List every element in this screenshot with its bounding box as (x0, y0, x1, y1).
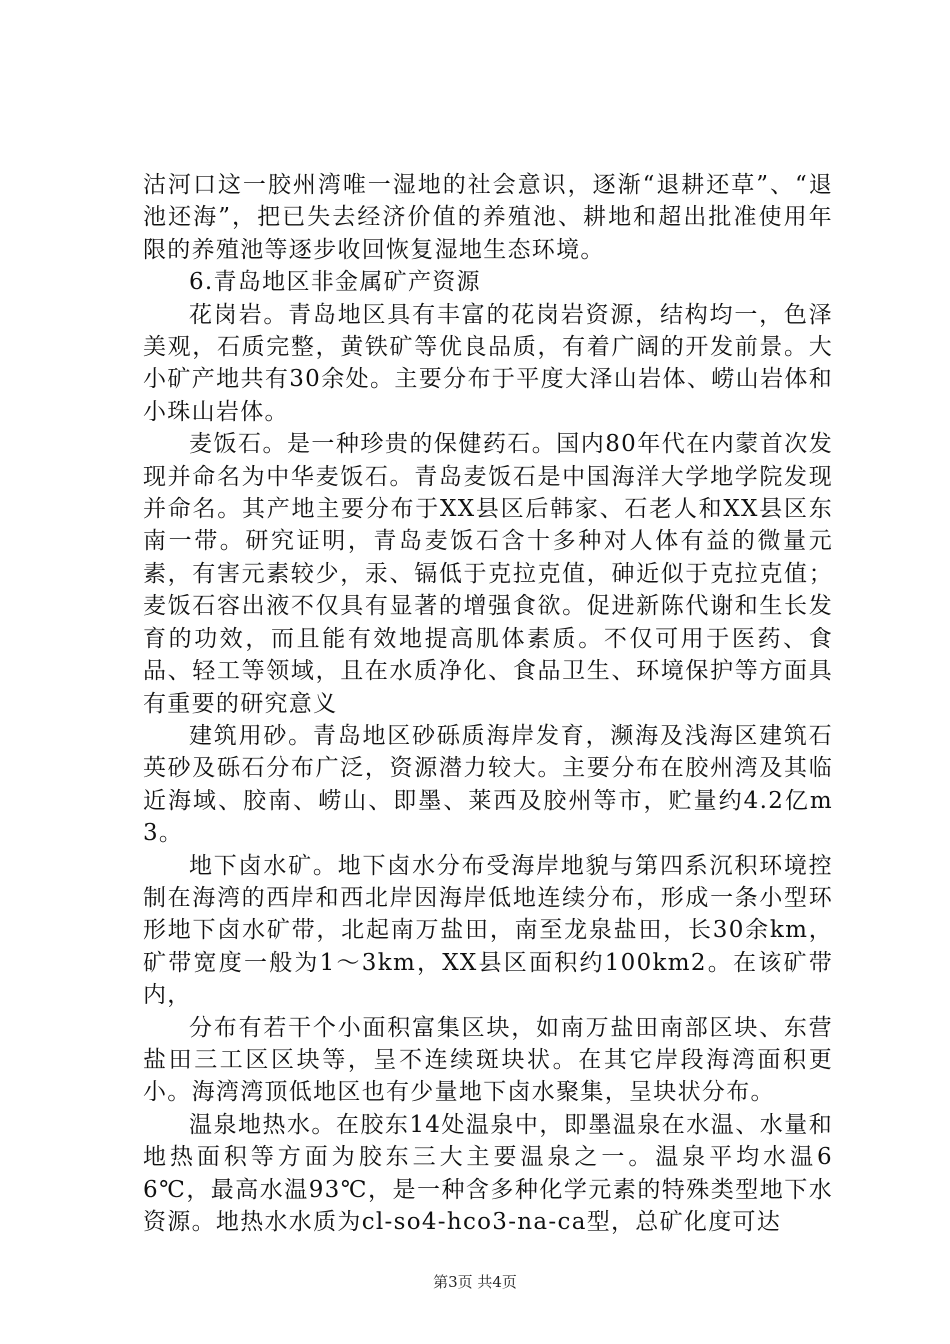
paragraph-construction-sand: 建筑用砂。青岛地区砂砾质海岸发育，濒海及浅海区建筑石英砂及砾石分布广泛，资源潜力较大。主要分布在胶州湾及其临近海域、胶南、崂山、即墨、莱西及胶州等市，贮量约4.2亿m3。 (143, 722, 833, 847)
section-heading-nonmetal-minerals: 6.青岛地区非金属矿产资源 (189, 269, 481, 296)
paragraph-hot-spring: 温泉地热水。在胶东14处温泉中，即墨温泉在水温、水量和地热面积等方面为胶东三大主要温泉之一。温泉平均水温66℃，最高水温93℃，是一种含多种化学元素的特殊类型地下水资源。地热水水质为cl-so4-hco3-na-ca型，总矿化度可达 (143, 1111, 833, 1235)
paragraph-brine-distribution: 分布有若干个小面积富集区块，如南万盐田南部区块、东营盐田三工区区块等，呈不连续斑块状。在其它岸段海湾面积更小。海湾湾顶低地区也有少量地下卤水聚集，呈块状分布。 (143, 1014, 833, 1106)
paragraph-underground-brine: 地下卤水矿。地下卤水分布受海岸地貌与第四系沉积环境控制在海湾的西岸和西北岸因海岸低地连续分布，形成一条小型环形地下卤水矿带，北起南万盐田，南至龙泉盐田，长30余km，矿带宽度一般为1～3km，XX县区面积约100km2。在该矿带内， (143, 852, 833, 1009)
page-footer: 第3页 共4页 (433, 1273, 517, 1291)
paragraph-granite: 花岗岩。青岛地区具有丰富的花岗岩资源，结构均一，色泽美观，石质完整，黄铁矿等优良品质，有着广阔的开发前景。大小矿产地共有30余处。主要分布于平度大泽山岩体、崂山岩体和小珠山岩体。 (143, 301, 833, 425)
paragraph-wetland-continued: 沽河口这一胶州湾唯一湿地的社会意识，逐渐“退耕还草”、“退池还海”，把已失去经济价值的养殖池、耕地和超出批准使用年限的养殖池等逐步收回恢复湿地生态环境。 (143, 172, 833, 263)
document-body (143, 169, 833, 1238)
paragraph-maifan-stone: 麦饭石。是一种珍贵的保健药石。国内80年代在内蒙首次发现并命名为中华麦饭石。青岛麦饭石是中国海洋大学地学院发现并命名。其产地主要分布于XX县区后韩家、石老人和XX县区东南一带。研究证明，青岛麦饭石含十多种对人体有益的微量元素，有害元素较少，汞、镉低于克拉克值，砷近似于克拉克值；麦饭石容出液不仅具有显著的增强食欲。促进新陈代谢和生长发育的功效，而且能有效地提高肌体素质。不仅可用于医药、食品、轻工等领域，且在水质净化、食品卫生、环境保护等方面具有重要的研究意义 (143, 431, 833, 717)
